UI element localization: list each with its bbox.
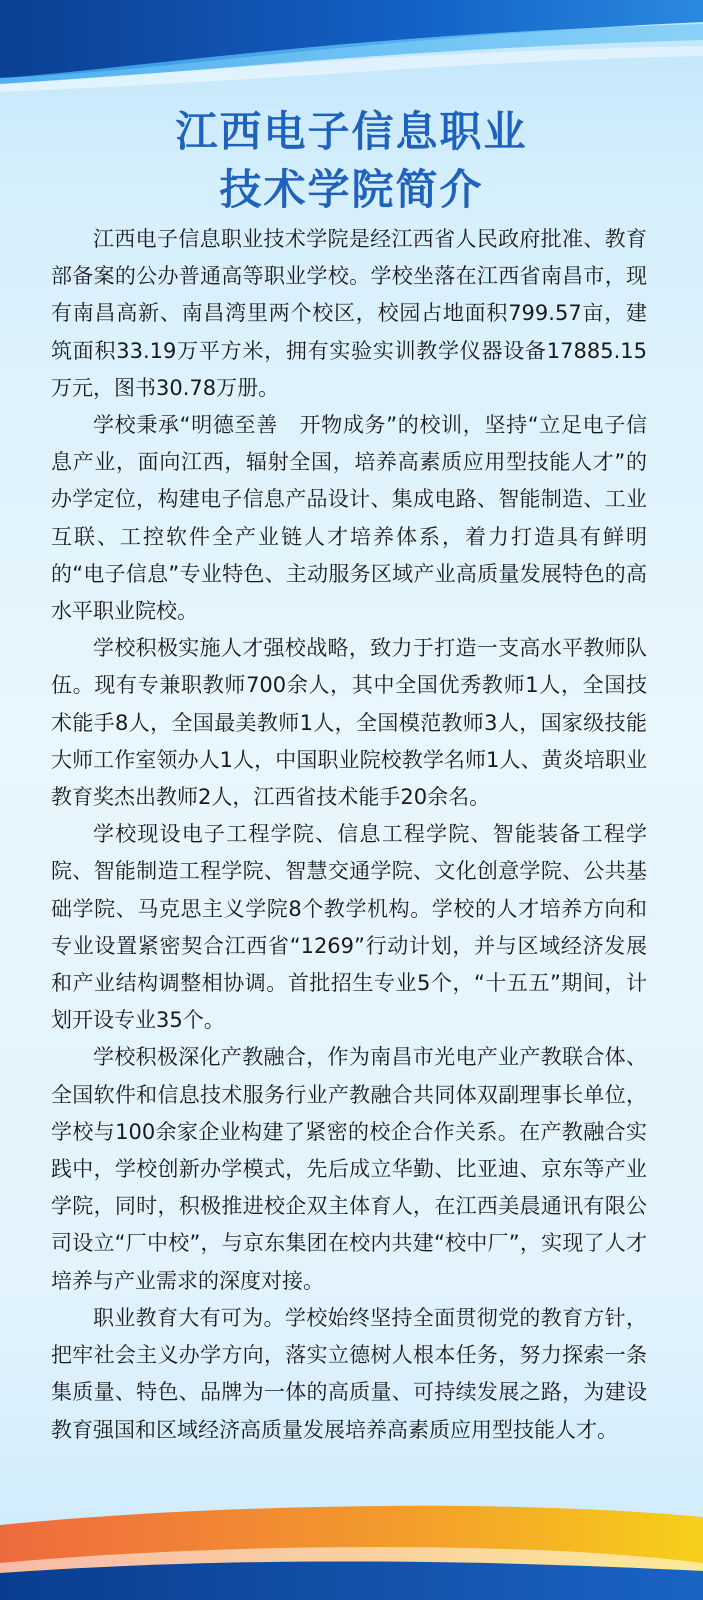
paragraph-departments: 学校现设电子工程学院、信息工程学院、智能装备工程学院、智能制造工程学院、智慧交通学院、文化创意学院、公共基础学院、马克思主义学院8个教学机构。学校的人才培养方向和专业设置紧密契合江西省“1269”行动计划，并与区域经济发展和产业结构调整相协调。首批招生专业5个，“十五五”期间，计划开设专业35个。 (51, 822, 647, 1033)
page-title-line-2: 技术学院简介 (219, 165, 484, 214)
paragraph-industry-cooperation: 学校积极深化产教融合，作为南昌市光电产业产教联合体、全国软件和信息技术服务行业产教融合共同体双副理事长单位，学校与100余家企业构建了紧密的校企合作关系。在产教融合实践中，学校创新办学模式，先后成立华勤、比亚迪、京东等产业学院，同时，积极推进校企双主体育人，在江西美晨通讯有限公司设立“厂中校”，与京东集团在校内共建“校中厂”，实现了人才培养与产业需求的深度对接。 (51, 1045, 647, 1293)
paragraph-vision: 职业教育大有可为。学校始终坚持全面贯彻党的教育方针，把牢社会主义办学方向，落实立德树人根本任务，努力探索一条集质量、特色、品牌为一体的高质量、可持续发展之路，为建设教育强国和区域经济高质量发展培养高素质应用型技能人才。 (51, 1305, 647, 1442)
paragraph-mission: 学校秉承“明德至善 开物成务”的校训，坚持“立足电子信息产业，面向江西，辐射全国，培养高素质应用型技能人才”的办学定位，构建电子信息产品设计、集成电路、智能制造、工业互联、工控软件全产业链人才培养体系，着力打造具有鲜明的“电子信息”专业特色、主动服务区域产业高质量发展特色的高水平职业院校。 (51, 413, 647, 624)
page-title-line-1: 江西电子信息职业 (175, 107, 528, 156)
intro-body (51, 221, 647, 1449)
top-wave-banner (0, 0, 703, 120)
paragraph-faculty: 学校积极实施人才强校战略，致力于打造一支高水平教师队伍。现有专兼职教师700余人，其中全国优秀教师1人，全国技术能手8人，全国最美教师1人，全国模范教师3人，国家级技能大师工作室领办人1人，中国职业院校教学名师1人、黄炎培职业教育奖杰出教师2人，江西省技术能手20余名。 (51, 636, 647, 810)
bottom-wave-banner (0, 1485, 703, 1600)
paragraph-overview: 江西电子信息职业技术学院是经江西省人民政府批准、教育部备案的公办普通高等职业学校。学校坐落在江西省南昌市，现有南昌高新、南昌湾里两个校区，校园占地面积799.57亩，建筑面积33.19万平方米，拥有实验实训教学仪器设备17885.15万元，图书30.78万册。 (51, 227, 647, 400)
